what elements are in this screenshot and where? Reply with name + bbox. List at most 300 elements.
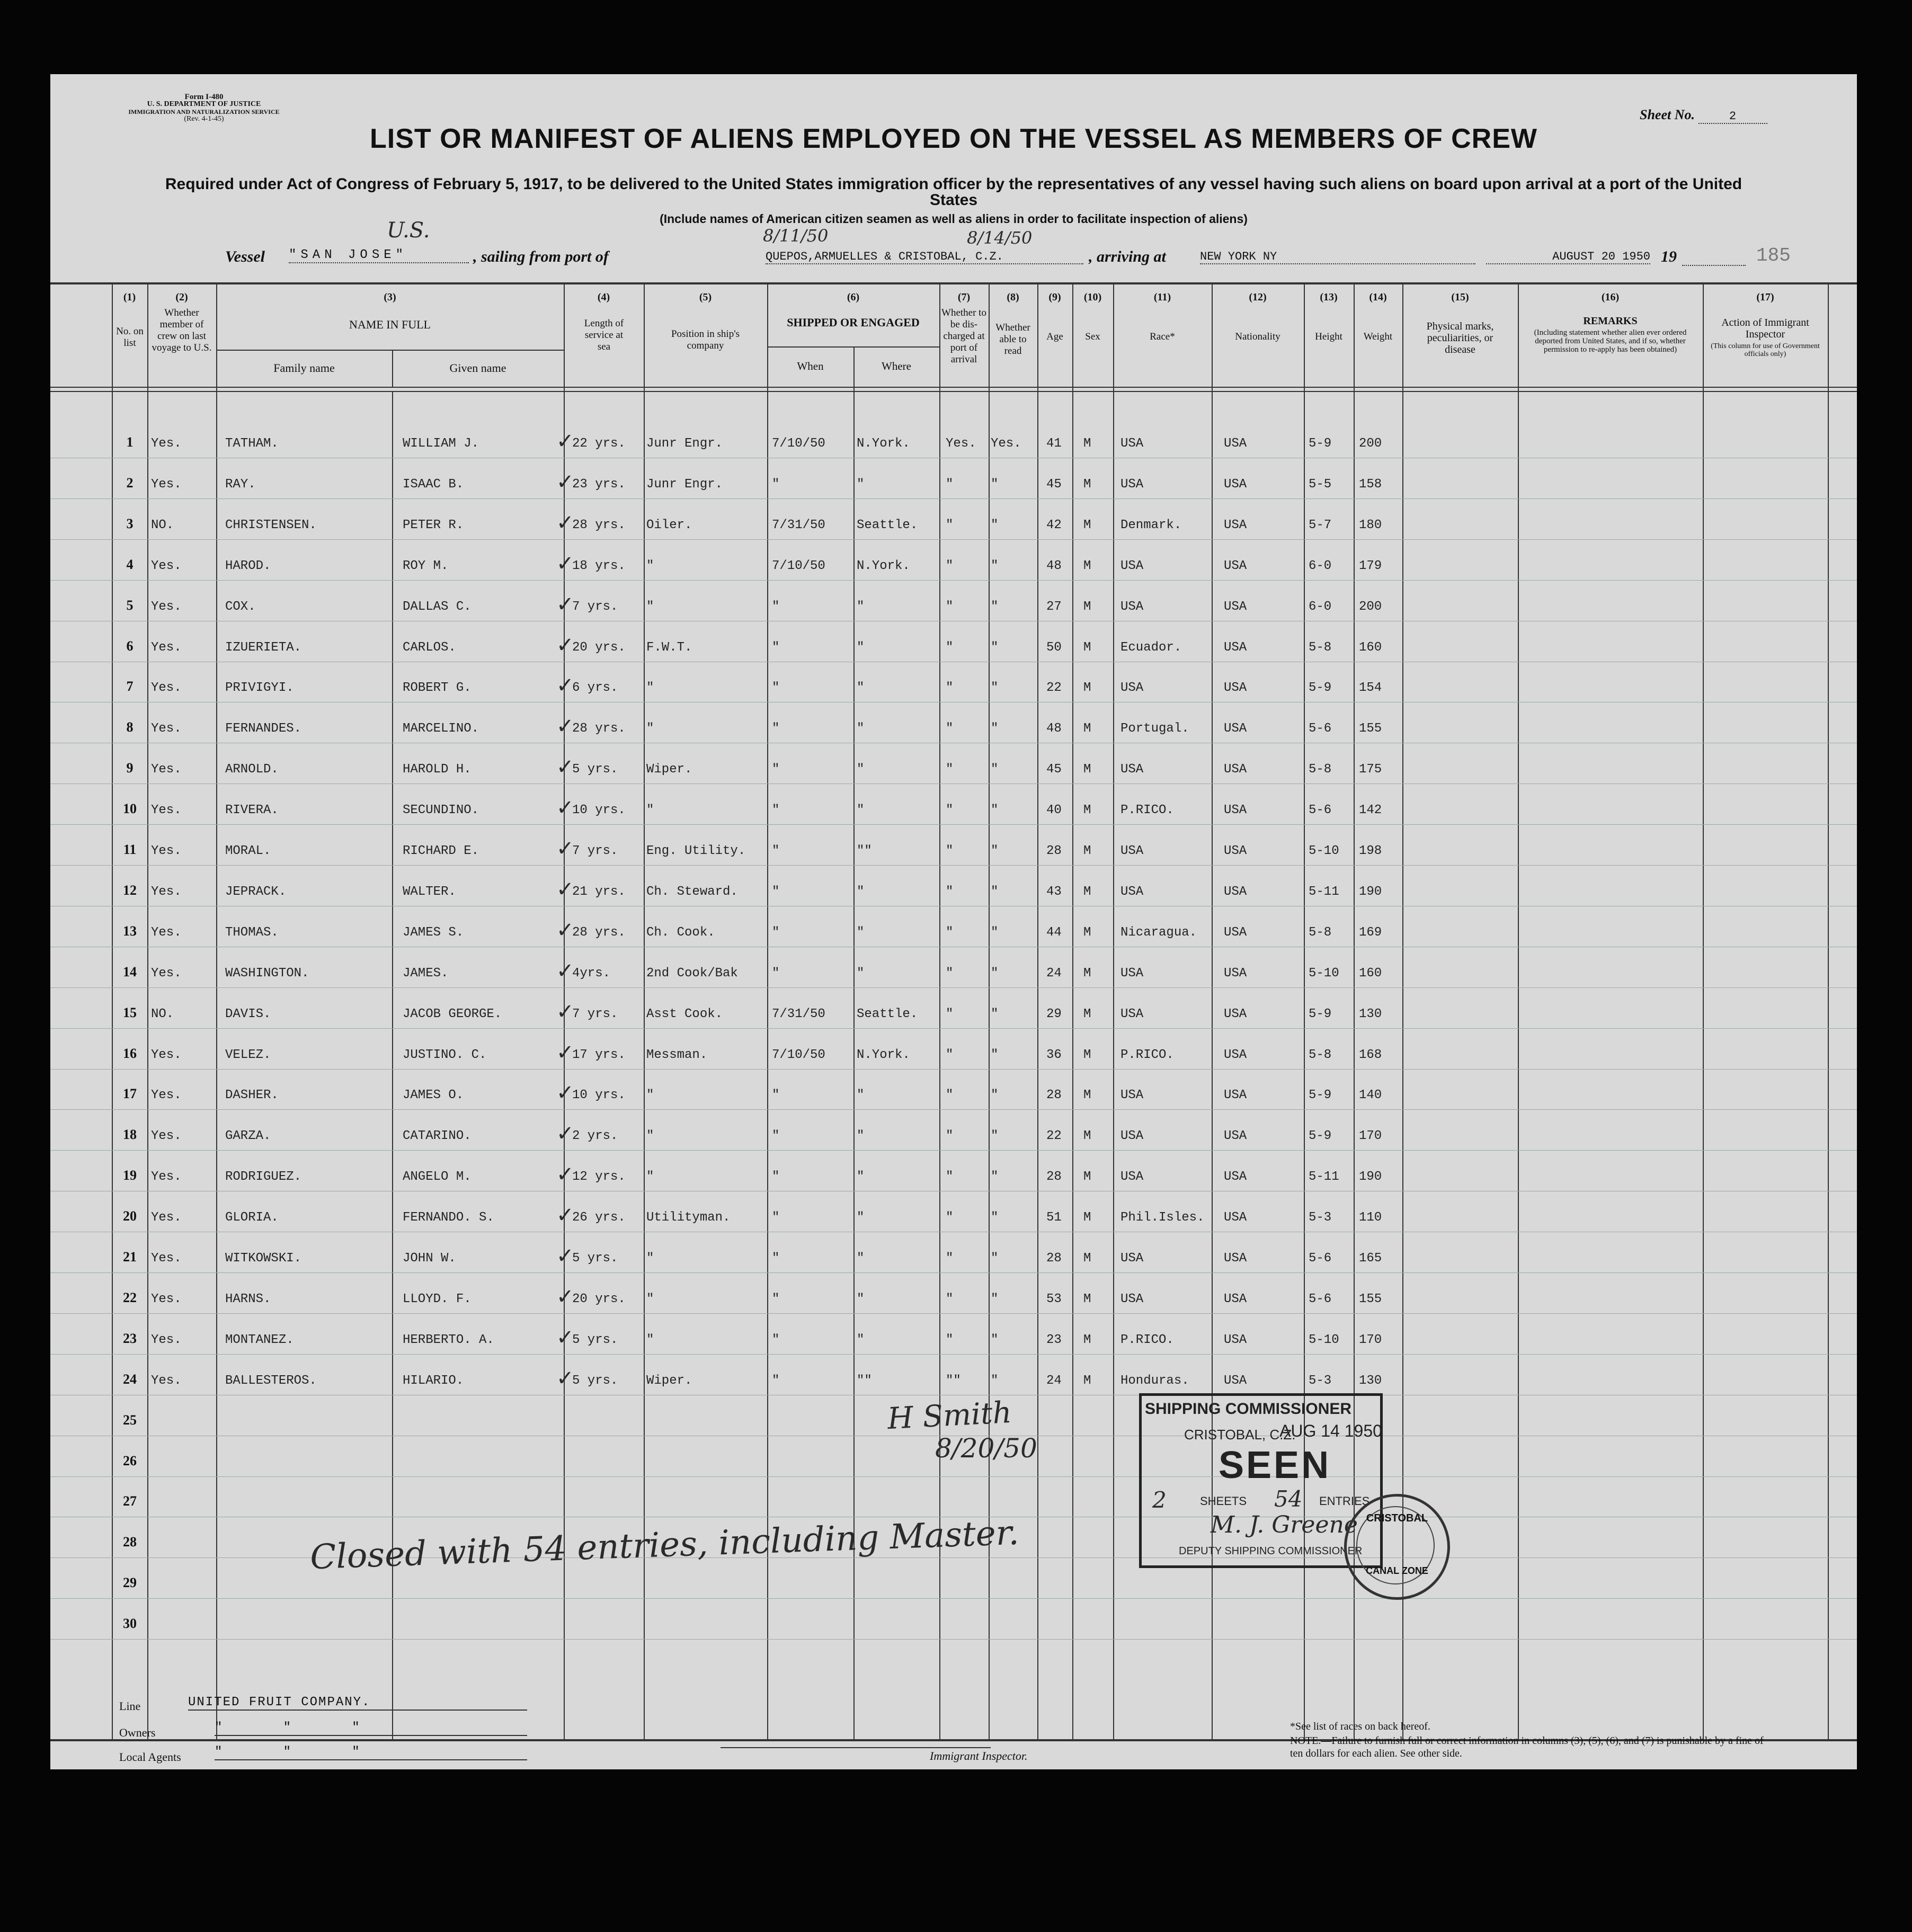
row-able-read: " xyxy=(991,722,999,736)
row-nationality: USA xyxy=(1224,1170,1247,1184)
row-discharged: " xyxy=(946,1007,954,1021)
row-age: 23 xyxy=(1046,1333,1062,1347)
row-able-read: " xyxy=(991,1251,999,1266)
row-height: 5-6 xyxy=(1309,722,1332,736)
row-race: USA xyxy=(1120,762,1144,777)
col5-number: (5) xyxy=(699,291,712,303)
row-age: 22 xyxy=(1046,1129,1062,1143)
row-nationality: USA xyxy=(1224,1129,1247,1143)
row-discharged: " xyxy=(946,722,954,736)
col13-number: (13) xyxy=(1320,291,1338,303)
row-given-name: PETER R. xyxy=(403,518,464,532)
row-nationality: USA xyxy=(1224,477,1247,492)
row-shipped-when: 7/10/50 xyxy=(772,437,825,451)
row-prev-voyage: Yes. xyxy=(151,477,182,492)
row-shipped-where: " xyxy=(857,885,865,899)
col13-label: Height xyxy=(1315,331,1342,342)
row-sex: M xyxy=(1083,1374,1091,1388)
row-number: 7 xyxy=(126,679,134,694)
row-sex: M xyxy=(1083,437,1091,451)
row-weight: 168 xyxy=(1359,1048,1382,1062)
row-age: 40 xyxy=(1046,803,1062,817)
col11-number: (11) xyxy=(1153,291,1171,303)
row-nationality: USA xyxy=(1224,762,1247,777)
row-age: 29 xyxy=(1046,1007,1062,1021)
row-shipped-where: " xyxy=(857,722,865,736)
row-position: " xyxy=(646,1170,654,1184)
row-weight: 155 xyxy=(1359,722,1382,736)
row-able-read: " xyxy=(991,600,999,614)
col8-number: (8) xyxy=(1007,291,1019,303)
row-rule xyxy=(50,1028,1857,1029)
row-race: USA xyxy=(1120,966,1144,981)
row-sex: M xyxy=(1083,925,1091,940)
row-able-read: " xyxy=(991,1210,999,1225)
col16-sublabel: (Including statement whether alien ever ordered deported from United States, and if so, whether permission to re-apply has been obtained) xyxy=(1534,328,1687,354)
row-sex: M xyxy=(1083,1292,1091,1306)
row-rule xyxy=(50,1354,1857,1355)
row-race: USA xyxy=(1120,1088,1144,1102)
row-given-name: CATARINO. xyxy=(403,1129,472,1143)
header-bottom-border-2 xyxy=(50,391,1857,392)
row-rule xyxy=(50,539,1857,540)
row-height: 5-11 xyxy=(1309,1170,1339,1184)
row-race: P.RICO. xyxy=(1120,1048,1174,1062)
row-discharged: " xyxy=(946,1251,954,1266)
checkmark-icon: ✓ xyxy=(556,470,574,494)
row-number: 22 xyxy=(123,1290,137,1305)
row-sex: M xyxy=(1083,803,1091,817)
row-weight: 165 xyxy=(1359,1251,1382,1266)
row-able-read: " xyxy=(991,844,999,858)
row-family-name: DASHER. xyxy=(225,1088,279,1102)
row-service: 2 yrs. xyxy=(572,1129,618,1143)
row-age: 51 xyxy=(1046,1210,1062,1225)
agents-label: Local Agents xyxy=(119,1750,181,1764)
row-position: Eng. Utility. xyxy=(646,844,746,858)
page-subtitle: Required under Act of Congress of February 5, 1917, to be delivered to the United States immigration officer by the representatives of any vessel having such aliens on board upon arrival at a port of the United States xyxy=(165,175,1742,209)
row-race: USA xyxy=(1120,1292,1144,1306)
row-family-name: PRIVIGYI. xyxy=(225,681,294,695)
row-height: 5-9 xyxy=(1309,681,1332,695)
row-weight: 142 xyxy=(1359,803,1382,817)
row-position: " xyxy=(646,1129,654,1143)
checkmark-icon: ✓ xyxy=(556,511,574,535)
stamp-sheets-label: SHEETS xyxy=(1200,1494,1247,1508)
row-sex: M xyxy=(1083,640,1091,655)
row-position: " xyxy=(646,600,654,614)
row-race: Honduras. xyxy=(1120,1374,1189,1388)
row-number: 3 xyxy=(126,516,134,531)
row-nationality: USA xyxy=(1224,640,1247,655)
row-given-name: LLOYD. F. xyxy=(403,1292,472,1306)
row-race: Ecuador. xyxy=(1120,640,1182,655)
row-weight: 170 xyxy=(1359,1333,1382,1347)
row-shipped-where: " xyxy=(857,681,865,695)
row-number: 16 xyxy=(123,1046,137,1061)
row-weight: 154 xyxy=(1359,681,1382,695)
row-discharged: " xyxy=(946,477,954,492)
row-weight: 140 xyxy=(1359,1088,1382,1102)
row-shipped-when: " xyxy=(772,681,780,695)
sailing-label: , sailing from port of xyxy=(473,248,609,265)
row-shipped-where: " xyxy=(857,925,865,940)
sailing-date: 8/11/50 xyxy=(763,226,829,246)
row-family-name: BALLESTEROS. xyxy=(225,1374,317,1388)
row-family-name: MORAL. xyxy=(225,844,271,858)
col12-number: (12) xyxy=(1249,291,1267,303)
row-height: 5-6 xyxy=(1309,1292,1332,1306)
races-note: *See list of races on back hereof. xyxy=(1290,1721,1430,1732)
stamp-sheets-count: 2 xyxy=(1152,1487,1167,1513)
row-height: 5-10 xyxy=(1309,966,1339,981)
page-note: (Include names of American citizen seamen as well as aliens in order to facilitate inspection of aliens) xyxy=(660,212,1248,226)
row-given-name: JUSTINO. C. xyxy=(403,1048,487,1062)
col11-label: Race* xyxy=(1150,331,1175,342)
row-shipped-when: 7/10/50 xyxy=(772,559,825,573)
row-shipped-where: " xyxy=(857,1170,865,1184)
col15-label: Physical marks, peculiarities, or disease xyxy=(1426,320,1494,355)
row-shipped-when: " xyxy=(772,885,780,899)
row-nationality: USA xyxy=(1224,1251,1247,1266)
row-number: 9 xyxy=(126,760,134,776)
row-position: Ch. Cook. xyxy=(646,925,715,940)
col17-label: Action of Immigrant Inspector xyxy=(1721,317,1809,340)
row-weight: 160 xyxy=(1359,640,1382,655)
row-weight: 130 xyxy=(1359,1374,1382,1388)
row-discharged: " xyxy=(946,681,954,695)
cristobal-seal xyxy=(1344,1494,1450,1600)
row-prev-voyage: Yes. xyxy=(151,1048,182,1062)
row-nationality: USA xyxy=(1224,1333,1247,1347)
row-sex: M xyxy=(1083,681,1091,695)
row-number: 25 xyxy=(123,1412,137,1428)
row-age: 36 xyxy=(1046,1048,1062,1062)
row-number: 2 xyxy=(126,475,134,491)
col7-label: Whether to be dis-charged at port of arrival xyxy=(941,307,986,365)
row-race: USA xyxy=(1120,1007,1144,1021)
note-text: —Failure to furnish full or correct information in columns (3), (5), (6), and (7) is punishable by a fine of ten dollars for each alien. See other side. xyxy=(1290,1735,1764,1759)
row-shipped-where: "" xyxy=(857,844,872,858)
row-position: " xyxy=(646,1088,654,1102)
row-race: P.RICO. xyxy=(1120,803,1174,817)
row-position: " xyxy=(646,1333,654,1347)
row-position: Asst Cook. xyxy=(646,1007,723,1021)
row-position: Utilityman. xyxy=(646,1210,731,1225)
row-discharged: " xyxy=(946,600,954,614)
checkmark-icon: ✓ xyxy=(556,1000,574,1024)
row-prev-voyage: Yes. xyxy=(151,1129,182,1143)
row-shipped-when: 7/31/50 xyxy=(772,518,825,532)
row-weight: 169 xyxy=(1359,925,1382,940)
row-shipped-where: " xyxy=(857,1210,865,1225)
row-nationality: USA xyxy=(1224,844,1247,858)
row-weight: 130 xyxy=(1359,1007,1382,1021)
row-position: " xyxy=(646,803,654,817)
row-shipped-when: " xyxy=(772,1088,780,1102)
row-discharged: " xyxy=(946,925,954,940)
row-service: 12 yrs. xyxy=(572,1170,626,1184)
row-race: USA xyxy=(1120,885,1144,899)
row-race: USA xyxy=(1120,844,1144,858)
row-given-name: DALLAS C. xyxy=(403,600,472,614)
stamp-entries-count: 54 xyxy=(1274,1486,1303,1512)
row-rule xyxy=(50,498,1857,499)
row-position: Messman. xyxy=(646,1048,708,1062)
row-able-read: " xyxy=(991,1007,999,1021)
row-family-name: CHRISTENSEN. xyxy=(225,518,317,532)
row-height: 5-3 xyxy=(1309,1374,1332,1388)
checkmark-icon: ✓ xyxy=(556,592,574,617)
row-discharged: " xyxy=(946,844,954,858)
row-able-read: " xyxy=(991,559,999,573)
owners-label: Owners xyxy=(119,1726,156,1739)
row-prev-voyage: Yes. xyxy=(151,1374,182,1388)
col17-sublabel: (This column for use of Government officials only) xyxy=(1711,342,1820,358)
family-name-header: Family name xyxy=(273,361,335,375)
vessel-line xyxy=(225,245,1791,271)
row-height: 5-3 xyxy=(1309,1210,1332,1225)
row-shipped-where: " xyxy=(857,1088,865,1102)
row-number: 4 xyxy=(126,557,134,572)
row-prev-voyage: Yes. xyxy=(151,640,182,655)
row-age: 22 xyxy=(1046,681,1062,695)
row-weight: 190 xyxy=(1359,1170,1382,1184)
row-height: 5-10 xyxy=(1309,1333,1339,1347)
row-weight: 200 xyxy=(1359,437,1382,451)
row-sex: M xyxy=(1083,477,1091,492)
col10-number: (10) xyxy=(1083,291,1102,303)
row-shipped-when: 7/31/50 xyxy=(772,1007,825,1021)
row-number: 13 xyxy=(123,923,137,939)
line-label: Line xyxy=(119,1699,141,1713)
row-nationality: USA xyxy=(1224,437,1247,451)
row-number: 27 xyxy=(123,1493,137,1509)
row-given-name: HILARIO. xyxy=(403,1374,464,1388)
row-height: 5-9 xyxy=(1309,1088,1332,1102)
col5-label: Position in ship's company xyxy=(671,328,740,351)
row-height: 6-0 xyxy=(1309,600,1332,614)
col3-label: NAME IN FULL xyxy=(349,318,431,331)
name-subheader-rule xyxy=(216,350,564,351)
row-position: " xyxy=(646,1251,654,1266)
row-given-name: HERBERTO. A. xyxy=(403,1333,494,1347)
vessel-name: "SAN JOSE" xyxy=(289,248,469,263)
row-shipped-when: " xyxy=(772,1292,780,1306)
row-service: 4yrs. xyxy=(572,966,611,981)
row-family-name: HAROD. xyxy=(225,559,271,573)
row-service: 10 yrs. xyxy=(572,803,626,817)
row-given-name: ANGELO M. xyxy=(403,1170,472,1184)
agents-value: " " " xyxy=(215,1745,527,1760)
seal-top-text: CRISTOBAL xyxy=(1366,1512,1428,1524)
row-number: 21 xyxy=(123,1249,137,1265)
col1-label: No. on list xyxy=(116,326,144,349)
row-sex: M xyxy=(1083,1088,1091,1102)
checkmark-icon: ✓ xyxy=(556,877,574,902)
row-shipped-when: " xyxy=(772,477,780,492)
row-height: 5-6 xyxy=(1309,803,1332,817)
col16-label: REMARKS xyxy=(1583,315,1638,327)
row-weight: 175 xyxy=(1359,762,1382,777)
col-line xyxy=(216,283,217,1740)
row-weight: 160 xyxy=(1359,966,1382,981)
row-discharged: " xyxy=(946,1088,954,1102)
checkmark-icon: ✓ xyxy=(556,1040,574,1065)
row-able-read: " xyxy=(991,1292,999,1306)
col10-label: Sex xyxy=(1085,331,1100,342)
page-title: LIST OR MANIFEST OF ALIENS EMPLOYED ON THE VESSEL AS MEMBERS OF CREW xyxy=(370,123,1537,154)
row-nationality: USA xyxy=(1224,600,1247,614)
row-number: 8 xyxy=(126,719,134,735)
row-shipped-where: " xyxy=(857,1333,865,1347)
row-able-read: Yes. xyxy=(991,437,1021,451)
col14-label: Weight xyxy=(1363,331,1393,342)
row-service: 18 yrs. xyxy=(572,559,626,573)
row-age: 28 xyxy=(1046,844,1062,858)
row-height: 5-6 xyxy=(1309,1251,1332,1266)
row-discharged: " xyxy=(946,559,954,573)
row-height: 5-8 xyxy=(1309,1048,1332,1062)
row-position: Junr Engr. xyxy=(646,437,723,451)
row-height: 5-8 xyxy=(1309,762,1332,777)
sheet-label: Sheet No. xyxy=(1640,107,1695,122)
row-shipped-where: " xyxy=(857,1251,865,1266)
vessel-prefix: U.S. xyxy=(387,218,430,243)
row-family-name: RIVERA. xyxy=(225,803,279,817)
inspector-signature: H Smith xyxy=(886,1395,1013,1437)
form-id-block xyxy=(124,93,283,123)
row-shipped-where: " xyxy=(857,1292,865,1306)
row-shipped-where: N.York. xyxy=(857,1048,910,1062)
col14-number: (14) xyxy=(1369,291,1387,303)
row-weight: 190 xyxy=(1359,885,1382,899)
row-height: 5-11 xyxy=(1309,885,1339,899)
row-rule xyxy=(50,865,1857,866)
row-age: 48 xyxy=(1046,722,1062,736)
closing-note: Closed with 54 entries, including Master. xyxy=(309,1513,1020,1578)
manifest-sheet xyxy=(50,74,1857,1769)
arriving-label: , arriving at xyxy=(1089,248,1166,265)
col-line xyxy=(1037,283,1038,1740)
row-rule xyxy=(50,1150,1857,1151)
row-given-name: JAMES S. xyxy=(403,925,464,940)
row-able-read: " xyxy=(991,477,999,492)
row-prev-voyage: Yes. xyxy=(151,600,182,614)
row-sex: M xyxy=(1083,1251,1091,1266)
row-prev-voyage: Yes. xyxy=(151,762,182,777)
row-nationality: USA xyxy=(1224,803,1247,817)
row-nationality: USA xyxy=(1224,518,1247,532)
row-rule xyxy=(50,1598,1857,1599)
row-prev-voyage: Yes. xyxy=(151,925,182,940)
row-sex: M xyxy=(1083,518,1091,532)
row-discharged: " xyxy=(946,885,954,899)
row-number: 6 xyxy=(126,638,134,654)
seal-bottom-text: CANAL ZONE xyxy=(1366,1565,1428,1576)
row-nationality: USA xyxy=(1224,1048,1247,1062)
row-position: F.W.T. xyxy=(646,640,692,655)
row-service: 5 yrs. xyxy=(572,1374,618,1388)
row-given-name: JAMES. xyxy=(403,966,449,981)
row-number: 30 xyxy=(123,1616,137,1631)
row-prev-voyage: Yes. xyxy=(151,885,182,899)
col9-label: Age xyxy=(1046,331,1063,342)
col4-label: Length of service at sea xyxy=(584,318,624,352)
row-discharged: " xyxy=(946,640,954,655)
row-position: Junr Engr. xyxy=(646,477,723,492)
col-line xyxy=(1113,283,1114,1740)
stamp-entries-label: ENTRIES xyxy=(1319,1494,1370,1508)
checkmark-icon: ✓ xyxy=(556,1244,574,1268)
row-age: 41 xyxy=(1046,437,1062,451)
col16-number: (16) xyxy=(1601,291,1620,303)
row-race: Nicaragua. xyxy=(1120,925,1197,940)
row-sex: M xyxy=(1083,1129,1091,1143)
col1-number: (1) xyxy=(123,291,136,303)
row-family-name: THOMAS. xyxy=(225,925,279,940)
checkmark-icon: ✓ xyxy=(556,836,574,861)
row-shipped-when: " xyxy=(772,1170,780,1184)
inspector-label: Immigrant Inspector. xyxy=(930,1749,1028,1762)
row-able-read: " xyxy=(991,1129,999,1143)
row-nationality: USA xyxy=(1224,1088,1247,1102)
row-able-read: " xyxy=(991,1170,999,1184)
row-position: " xyxy=(646,681,654,695)
row-position: " xyxy=(646,1292,654,1306)
row-sex: M xyxy=(1083,1333,1091,1347)
arriving-port: NEW YORK NY xyxy=(1200,250,1475,264)
row-rule xyxy=(50,1272,1857,1273)
row-discharged: " xyxy=(946,1210,954,1225)
row-shipped-when: " xyxy=(772,1129,780,1143)
row-family-name: GLORIA. xyxy=(225,1210,279,1225)
row-family-name: RODRIGUEZ. xyxy=(225,1170,302,1184)
row-weight: 170 xyxy=(1359,1129,1382,1143)
row-shipped-when: " xyxy=(772,803,780,817)
row-position: " xyxy=(646,559,654,573)
row-age: 45 xyxy=(1046,477,1062,492)
row-given-name: FERNANDO. S. xyxy=(403,1210,494,1225)
row-height: 5-8 xyxy=(1309,640,1332,655)
row-able-read: " xyxy=(991,1333,999,1347)
row-able-read: " xyxy=(991,803,999,817)
row-race: USA xyxy=(1120,600,1144,614)
row-shipped-when: " xyxy=(772,1210,780,1225)
row-sex: M xyxy=(1083,600,1091,614)
row-able-read: " xyxy=(991,681,999,695)
row-shipped-where: " xyxy=(857,477,865,492)
row-nationality: USA xyxy=(1224,1210,1247,1225)
checkmark-icon: ✓ xyxy=(556,429,574,453)
row-service: 5 yrs. xyxy=(572,1251,618,1266)
col-line xyxy=(1828,283,1829,1740)
row-shipped-where: Seattle. xyxy=(857,1007,918,1021)
vessel-label: Vessel xyxy=(225,248,265,265)
row-rule xyxy=(50,1069,1857,1070)
row-shipped-when: " xyxy=(772,1251,780,1266)
row-prev-voyage: Yes. xyxy=(151,844,182,858)
row-service: 7 yrs. xyxy=(572,1007,618,1021)
row-height: 6-0 xyxy=(1309,559,1332,573)
row-prev-voyage: NO. xyxy=(151,518,174,532)
row-race: USA xyxy=(1120,559,1144,573)
row-given-name: HAROLD H. xyxy=(403,762,472,777)
col4-number: (4) xyxy=(597,291,610,303)
year-label: 19 xyxy=(1661,248,1677,265)
row-number: 12 xyxy=(123,883,137,898)
row-position: " xyxy=(646,722,654,736)
